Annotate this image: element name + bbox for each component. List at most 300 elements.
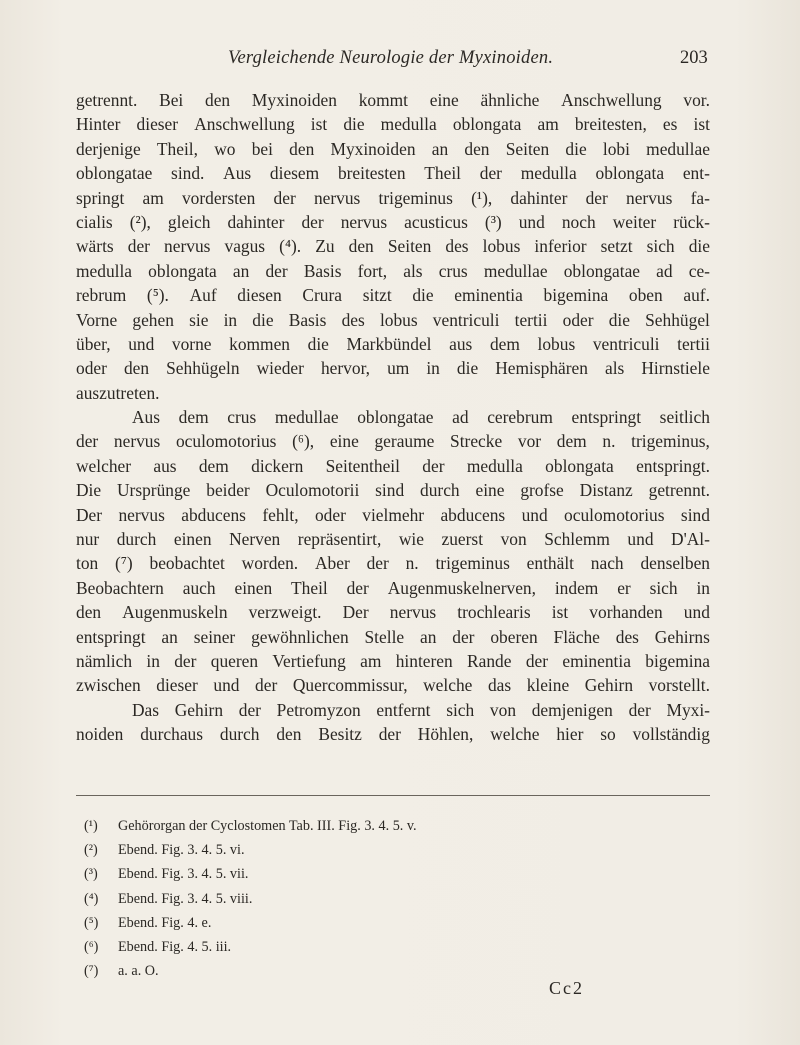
- word: vorne: [171, 333, 212, 354]
- word: ce-: [688, 260, 710, 281]
- word: vielmehr: [362, 504, 425, 525]
- footnote-marker: (⁶): [84, 938, 99, 955]
- word: Ursprünge: [116, 480, 191, 501]
- word: queren: [210, 650, 259, 671]
- word: oben: [628, 285, 663, 306]
- word: und: [128, 333, 155, 354]
- text-line: [76, 381, 710, 405]
- footnote: [84, 935, 644, 959]
- word: Höhlen,: [417, 724, 474, 745]
- word: Vertiefung: [272, 650, 346, 671]
- word: durch: [420, 480, 460, 501]
- text-line: [76, 722, 710, 746]
- word: crus: [227, 407, 257, 428]
- word: enthält: [526, 553, 574, 574]
- footnote-text: Ebend. Fig. 3. 4. 5. viii.: [118, 890, 253, 907]
- word: bigemina: [645, 650, 710, 671]
- word: Petromyzon: [276, 699, 361, 720]
- word: wie: [398, 529, 424, 550]
- word: Fläche: [553, 626, 600, 647]
- word: weiter: [612, 211, 657, 232]
- footnote-text: a. a. O.: [118, 963, 159, 980]
- word: einen: [173, 529, 212, 550]
- word: trigeminus: [378, 187, 453, 208]
- word: verzweigt.: [248, 602, 322, 623]
- word: Gehirn: [584, 675, 634, 696]
- footnote: [84, 862, 644, 886]
- word: hervor,: [320, 358, 371, 379]
- word: zuerst: [441, 529, 484, 550]
- word: medullae: [483, 260, 548, 281]
- word: ad: [656, 260, 673, 281]
- text-line: [76, 673, 710, 697]
- word: rebrum: [76, 285, 127, 306]
- word: medullae: [646, 138, 710, 159]
- word: Der: [342, 602, 369, 623]
- word: aus: [153, 455, 177, 476]
- word: der: [422, 455, 445, 476]
- text-line: [76, 137, 710, 161]
- word: Basis: [303, 260, 342, 281]
- word: cerebrum: [487, 407, 553, 428]
- word: den: [276, 724, 302, 745]
- word: Crura: [302, 285, 343, 306]
- word: Augenmuskeln: [122, 602, 228, 623]
- word: so: [600, 724, 616, 745]
- word: (⁷): [115, 553, 133, 574]
- footnote-marker: (⁴): [84, 890, 99, 907]
- footnote-text: Ebend. Fig. 3. 4. 5. vii.: [118, 866, 249, 883]
- word: ventriculi: [592, 333, 660, 354]
- word: ent-: [682, 163, 710, 184]
- word: dieser: [136, 114, 179, 135]
- word: oblongata: [452, 114, 522, 135]
- word: in: [146, 650, 160, 671]
- word: noiden: [76, 724, 124, 745]
- word: Strecke: [450, 431, 503, 452]
- word: die: [456, 358, 479, 379]
- word: der: [273, 187, 296, 208]
- word: vorhanden: [589, 602, 663, 623]
- word: Anschwellung: [194, 114, 295, 135]
- word: ähnliche: [480, 90, 540, 110]
- word: medullae: [274, 407, 339, 428]
- word: in: [223, 309, 238, 330]
- word: fehlt,: [262, 504, 299, 525]
- word: um: [387, 358, 410, 379]
- word: lobus: [379, 309, 418, 330]
- word: Beobachtern: [76, 577, 164, 598]
- word: crus: [438, 260, 468, 281]
- word: welche: [423, 675, 473, 696]
- text-line: [76, 161, 710, 185]
- word: seitlich: [659, 407, 710, 428]
- word: demjenigen: [531, 699, 613, 720]
- word: oblongatae: [563, 260, 641, 281]
- word: breitesten: [337, 163, 406, 184]
- word: der: [301, 211, 324, 232]
- word: fa-: [690, 187, 710, 208]
- text-line: [76, 649, 710, 673]
- text-line: [76, 234, 710, 258]
- word: der: [452, 626, 475, 647]
- word: vagus: [224, 236, 266, 257]
- word: den: [289, 138, 315, 159]
- word: medulla: [76, 260, 133, 281]
- word: und: [213, 675, 240, 696]
- text-line: [76, 405, 710, 429]
- text-line: [76, 698, 710, 722]
- word: dem: [178, 407, 209, 428]
- word: gewöhnlichen: [251, 626, 349, 647]
- word: dieser: [156, 675, 198, 696]
- word: abducens: [440, 504, 506, 525]
- word: ton: [76, 553, 99, 574]
- word: dahinter: [510, 187, 568, 208]
- footnote-marker: (⁵): [84, 914, 99, 931]
- word: der: [479, 163, 502, 184]
- word: beider: [206, 480, 250, 501]
- word: lobi: [602, 138, 630, 159]
- word: trochlearis: [457, 602, 531, 623]
- word: und: [683, 602, 710, 623]
- word: des: [341, 309, 365, 330]
- word: des: [445, 236, 469, 257]
- text-line: [76, 576, 710, 600]
- word: der: [346, 577, 369, 598]
- word: die: [343, 114, 365, 135]
- word: am: [537, 114, 559, 135]
- word: Auf: [189, 285, 217, 306]
- word: der: [378, 724, 401, 745]
- word: grofse: [520, 480, 564, 501]
- word: Seitentheil: [325, 455, 400, 476]
- word: nervus: [118, 504, 165, 525]
- word: Basis: [288, 309, 327, 330]
- word: Das: [132, 699, 160, 720]
- footnote: [84, 887, 644, 911]
- word: indem: [554, 577, 599, 598]
- word: Der: [76, 504, 103, 525]
- word: der: [255, 675, 278, 696]
- word: der: [366, 553, 389, 574]
- word: Augenmuskelnerven,: [387, 577, 536, 598]
- word: Hemisphären: [495, 358, 588, 379]
- word: der: [525, 650, 549, 671]
- word: welcher: [76, 455, 132, 476]
- word: nervus: [389, 602, 437, 623]
- word: (³): [484, 211, 502, 232]
- word: sitzt: [362, 285, 392, 306]
- word: sich: [446, 699, 475, 720]
- word: oblongata: [545, 455, 614, 476]
- word: ist: [310, 114, 328, 135]
- word: von: [489, 699, 517, 720]
- word: die: [688, 236, 710, 257]
- word: (²),: [129, 211, 151, 232]
- word: von: [500, 529, 527, 550]
- word: entspringt: [76, 626, 146, 647]
- word: Theil: [291, 577, 328, 598]
- footnote-separator: [76, 795, 710, 796]
- word: trigeminus: [435, 553, 510, 574]
- word: medulla: [466, 455, 523, 476]
- text-line: [76, 210, 710, 234]
- word: an: [232, 260, 250, 281]
- word: Seiten: [505, 138, 550, 159]
- word: Myxinoiden: [251, 90, 337, 110]
- word: er: [617, 577, 631, 598]
- word: Vorne: [76, 309, 118, 330]
- page-header: [0, 48, 800, 74]
- word: sind.: [171, 163, 205, 184]
- footnote: [84, 911, 644, 935]
- word: auf.: [683, 285, 710, 306]
- word: nämlich: [76, 650, 133, 671]
- word: medulla: [520, 163, 577, 184]
- word: sind: [375, 480, 405, 501]
- word: auszutreten.: [76, 382, 160, 403]
- word: welche: [490, 724, 540, 745]
- word: eine: [329, 431, 359, 452]
- word: nervus: [626, 187, 673, 208]
- word: Aber: [314, 553, 350, 574]
- word: Hinter: [76, 114, 121, 135]
- word: oblongatae: [76, 163, 153, 184]
- word: und: [627, 529, 654, 550]
- word: Myxinoiden: [330, 138, 416, 159]
- footnote-marker: (³): [84, 866, 98, 883]
- word: derjenige: [76, 138, 141, 159]
- word: dahinter: [227, 211, 285, 232]
- word: vollständig: [632, 724, 710, 745]
- word: eine: [475, 480, 505, 501]
- word: hinteren: [395, 650, 453, 671]
- word: und: [518, 211, 545, 232]
- footnotes: [84, 814, 644, 983]
- word: nervus: [164, 236, 211, 257]
- text-line: [76, 186, 710, 210]
- word: getrennt.: [648, 480, 710, 501]
- word: medulla: [380, 114, 437, 135]
- word: dem: [198, 455, 229, 476]
- word: den: [464, 138, 490, 159]
- word: oberen: [490, 626, 538, 647]
- footnote-text: Ebend. Fig. 4. 5. iii.: [118, 938, 232, 955]
- text-line: [76, 503, 710, 527]
- word: cialis: [76, 211, 113, 232]
- word: an: [161, 626, 178, 647]
- word: der: [238, 699, 261, 720]
- word: eminentia: [562, 650, 631, 671]
- word: das: [487, 675, 512, 696]
- word: Bei: [159, 90, 184, 110]
- word: seiner: [193, 626, 236, 647]
- word: der: [174, 650, 197, 671]
- word: Sehhügeln: [166, 358, 240, 379]
- word: sich: [649, 577, 678, 598]
- word: oblongata: [148, 260, 217, 281]
- word: am: [142, 187, 164, 208]
- word: kommt: [358, 90, 408, 110]
- running-title: Vergleichende Neurologie der Myxinoiden.: [228, 48, 554, 68]
- word: ventriculi: [432, 309, 500, 330]
- word: oblongata: [595, 163, 665, 184]
- word: oder: [76, 358, 107, 379]
- word: wieder: [256, 358, 304, 379]
- word: es: [662, 114, 678, 135]
- word: durchaus: [140, 724, 203, 745]
- footnote: [84, 814, 644, 838]
- word: Aus: [223, 163, 252, 184]
- word: wärts: [76, 236, 114, 257]
- word: n.: [405, 553, 419, 574]
- word: ist: [551, 602, 569, 623]
- word: acusticus: [404, 211, 468, 232]
- text-line: [76, 527, 710, 551]
- word: worden.: [241, 553, 299, 574]
- word: der: [127, 236, 150, 257]
- word: durch: [219, 724, 260, 745]
- word: repräsentirt,: [297, 529, 382, 550]
- page-number: 203: [680, 48, 708, 68]
- word: kommen: [229, 333, 290, 354]
- word: dem: [556, 431, 587, 452]
- word: trigeminus,: [631, 431, 710, 452]
- word: Zu: [315, 236, 335, 257]
- word: am: [360, 650, 382, 671]
- word: setzt: [600, 236, 633, 257]
- word: die: [565, 138, 587, 159]
- word: diesen: [237, 285, 282, 306]
- printer-signature: Cc2: [549, 978, 584, 998]
- word: vordersten: [181, 187, 256, 208]
- word: lobus: [537, 333, 576, 354]
- word: Theil,: [156, 138, 198, 159]
- word: Die: [76, 480, 102, 501]
- word: vor: [517, 431, 542, 452]
- footnote-text: Ebend. Fig. 4. e.: [118, 914, 212, 931]
- word: nur: [76, 529, 100, 550]
- word: Rande: [467, 650, 512, 671]
- word: den: [205, 90, 231, 110]
- word: Myxi-: [666, 699, 710, 720]
- text-line: [76, 600, 710, 624]
- word: (⁵).: [146, 285, 169, 306]
- word: an: [419, 626, 437, 647]
- word: der: [265, 260, 288, 281]
- text-line: [76, 112, 710, 136]
- word: Gehirn: [174, 699, 224, 720]
- word: ad: [452, 407, 469, 428]
- word: Schlemm: [544, 529, 610, 550]
- word: nervus: [340, 211, 388, 232]
- word: dem: [489, 333, 520, 354]
- word: entspringt.: [636, 455, 710, 476]
- word: geraume: [374, 431, 435, 452]
- word: der: [76, 431, 99, 452]
- text-line: [76, 332, 710, 356]
- text-line: [76, 551, 710, 575]
- word: D'Al-: [671, 529, 710, 550]
- word: inferior: [534, 236, 587, 257]
- word: auch: [182, 577, 216, 598]
- word: (⁶),: [292, 431, 315, 452]
- word: aus: [449, 333, 473, 354]
- word: die: [608, 309, 630, 330]
- word: durch: [116, 529, 157, 550]
- word: Oculomotorii: [265, 480, 360, 501]
- word: die: [412, 285, 434, 306]
- text-line: [76, 429, 710, 453]
- word: wo: [214, 138, 236, 159]
- text-line: [76, 454, 710, 478]
- word: Quercommissur,: [292, 675, 408, 696]
- word: in: [696, 577, 710, 598]
- footnote-text: Ebend. Fig. 3. 4. 5. vi.: [118, 842, 245, 859]
- word: sind: [680, 504, 710, 525]
- word: lobus: [482, 236, 521, 257]
- word: der: [628, 699, 651, 720]
- word: (⁴).: [279, 236, 302, 257]
- word: vorstellt.: [648, 675, 710, 696]
- word: ist: [693, 114, 710, 135]
- word: oculomotorius: [175, 431, 277, 452]
- word: vor.: [683, 90, 710, 110]
- word: bigemina: [543, 285, 609, 306]
- word: als: [605, 358, 625, 379]
- text-line: [76, 356, 710, 380]
- word: über,: [76, 333, 111, 354]
- word: kleine: [526, 675, 570, 696]
- word: Sehhügel: [645, 309, 710, 330]
- word: der: [585, 187, 608, 208]
- word: eminentia: [454, 285, 523, 306]
- word: Markbündel: [346, 333, 432, 354]
- body-text: [76, 88, 710, 747]
- footnote-marker: (¹): [84, 818, 98, 834]
- word: den: [123, 358, 150, 379]
- word: diesem: [269, 163, 320, 184]
- word: getrennt.: [76, 90, 138, 110]
- word: oder: [562, 309, 594, 330]
- word: tertii: [677, 333, 710, 354]
- word: Anschwellung: [561, 90, 662, 110]
- word: in: [426, 358, 440, 379]
- word: fort,: [357, 260, 388, 281]
- word: Theil: [424, 163, 461, 184]
- word: beobachtet: [149, 553, 225, 574]
- word: (¹),: [471, 187, 493, 208]
- word: an: [431, 138, 449, 159]
- word: nervus: [313, 187, 361, 208]
- word: sie: [189, 309, 209, 330]
- word: die: [252, 309, 274, 330]
- word: Nerven: [229, 529, 281, 550]
- word: eine: [429, 90, 459, 110]
- footnote-marker: (⁷): [84, 963, 99, 980]
- word: gehen: [132, 309, 174, 330]
- footnote: [84, 838, 644, 862]
- word: die: [307, 333, 329, 354]
- word: des: [615, 626, 639, 647]
- word: den: [76, 602, 102, 623]
- word: Besitz: [318, 724, 362, 745]
- word: sich: [646, 236, 675, 257]
- word: nervus: [113, 431, 161, 452]
- word: n.: [602, 431, 616, 452]
- word: noch: [561, 211, 596, 232]
